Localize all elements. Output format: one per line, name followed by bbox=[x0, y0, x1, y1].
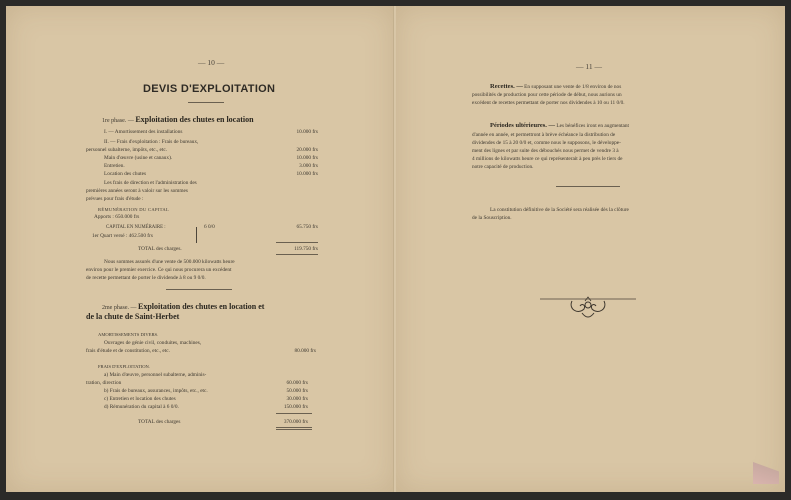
line: c) Entretien et location des chutes bbox=[104, 396, 176, 402]
line: I. — Amortissement des installations bbox=[104, 129, 183, 135]
line: prévues pour frais d'étude : bbox=[86, 196, 144, 202]
amount: 3.000 frs bbox=[299, 163, 318, 169]
total-rule bbox=[276, 427, 312, 428]
line: b) Frais de bureaux, assurances, impôts, etc., etc. bbox=[104, 388, 208, 394]
total-amount: 370.000 frs bbox=[283, 419, 308, 425]
section-divider bbox=[556, 186, 620, 187]
periodes-paragraph: Périodes ultérieures. — Les bénéfices iront en augmentant bbox=[490, 122, 630, 129]
line: AMORTISSEMENTS DIVERS. bbox=[98, 332, 159, 337]
section-divider bbox=[166, 289, 232, 290]
total-amount: 119.750 frs bbox=[294, 246, 318, 252]
paragraph-line: Nous sommes assurés d'une vente de 500.000 kilowatts heure bbox=[104, 259, 235, 265]
amount: 10.000 frs bbox=[296, 129, 318, 135]
paragraph-line: environ pour le premier exercice. Ce qui nous procurera un excédent bbox=[86, 267, 232, 273]
line: frais d'étude et de constitution, etc., etc. bbox=[86, 348, 170, 354]
phase2-heading-cont: de la chute de Saint-Herbet bbox=[86, 312, 180, 321]
line: 1er Quart versé : 462.500 frs bbox=[92, 233, 153, 239]
paragraph-line: possibilités de production pour cette période de début, nous aurions un bbox=[472, 92, 622, 98]
line: Entretien. bbox=[104, 163, 125, 169]
page-title: DEVIS D'EXPLOITATION bbox=[143, 83, 276, 95]
total-rule-double bbox=[276, 429, 312, 430]
line: FRAIS D'EXPLOITATION. bbox=[98, 364, 151, 369]
paragraph-line: dividendes de 15 à 20 0/0 et, comme nous le supposons, le développe- bbox=[472, 140, 621, 146]
closing-line: La constitution définitive de la Société sera réalisée dès la clôture bbox=[490, 207, 629, 213]
page-number: — 10 — bbox=[198, 58, 225, 67]
amount: 30.000 frs bbox=[286, 396, 308, 402]
amount: 65.750 frs bbox=[296, 224, 318, 230]
total-rule bbox=[276, 254, 318, 255]
line: Ouvrages de génie civil, conduites, machines, bbox=[104, 340, 202, 346]
closing-line: de la Souscription. bbox=[472, 215, 512, 221]
brace bbox=[196, 227, 197, 243]
page-number: — 11 — bbox=[576, 62, 602, 71]
paragraph-line: 4 millions de kilowatts heure ce qui représenterait à peu près le tiers de bbox=[472, 156, 623, 162]
amount: 10.000 frs bbox=[296, 171, 318, 177]
amount: 60.000 frs bbox=[286, 380, 308, 386]
line: personnel subalterne, impôts, etc., etc. bbox=[86, 147, 168, 153]
line: RÉMUNÉRATION DU CAPITAL bbox=[98, 207, 170, 212]
page-corner bbox=[753, 444, 779, 484]
line: Apports : 650.000 frs bbox=[94, 214, 140, 220]
total-label: TOTAL des charges. bbox=[138, 246, 182, 252]
left-page bbox=[6, 6, 394, 492]
phase1-heading: 1re phase. — Exploitation des chutes en location bbox=[102, 115, 254, 124]
amount: 50.000 frs bbox=[286, 388, 308, 394]
recettes-paragraph: Recettes. — En supposant une vente de 1/8 environ de nos bbox=[490, 83, 622, 90]
line: Main d'œuvre (usine et canaux). bbox=[104, 155, 173, 161]
rate: 6 0/0 bbox=[204, 224, 215, 230]
sum-rule bbox=[276, 413, 312, 414]
line: a) Main d'œuvre, personnel subalterne, adminis- bbox=[104, 372, 207, 378]
phase2-heading: 2me phase. — Exploitation des chutes en location et bbox=[102, 302, 265, 311]
paragraph-line: notre capacité de production. bbox=[472, 164, 534, 170]
line: CAPITAL EN NUMÉRAIRE : bbox=[106, 225, 166, 230]
paragraph-line: d'année en année, et permettront à brève échéance la distribution de bbox=[472, 132, 616, 138]
amount: 150.000 frs bbox=[283, 404, 308, 410]
right-page bbox=[396, 6, 785, 492]
ornament-icon bbox=[538, 291, 638, 323]
sum-rule bbox=[276, 242, 318, 243]
line: d) Rémunération du capital à 6 0/0. bbox=[104, 404, 179, 410]
total-label: TOTAL des charges bbox=[138, 419, 181, 425]
line: II. — Frais d'exploitation : Frais de bureaux, bbox=[104, 139, 199, 145]
line: premières années seront à valoir sur les sommes bbox=[86, 188, 188, 194]
paragraph-line: excédent de recettes permettant de porter nos dividendes à 10 ou 11 0/0. bbox=[472, 100, 625, 106]
title-rule bbox=[188, 102, 224, 103]
amount: 10.000 frs bbox=[296, 155, 318, 161]
paragraph-line: ment des lignes et par suite des débouchés nous permet de vendre 3 à bbox=[472, 148, 619, 154]
paragraph-line: de recette permettant de porter le dividende à 8 ou 9 0/0. bbox=[86, 275, 206, 281]
line: Les frais de direction et l'administration des bbox=[104, 180, 197, 186]
line: tration, direction bbox=[86, 380, 122, 386]
line: Location des chutes bbox=[104, 171, 147, 177]
amount: 80.000 frs bbox=[294, 348, 316, 354]
amount: 20.000 frs bbox=[296, 147, 318, 153]
